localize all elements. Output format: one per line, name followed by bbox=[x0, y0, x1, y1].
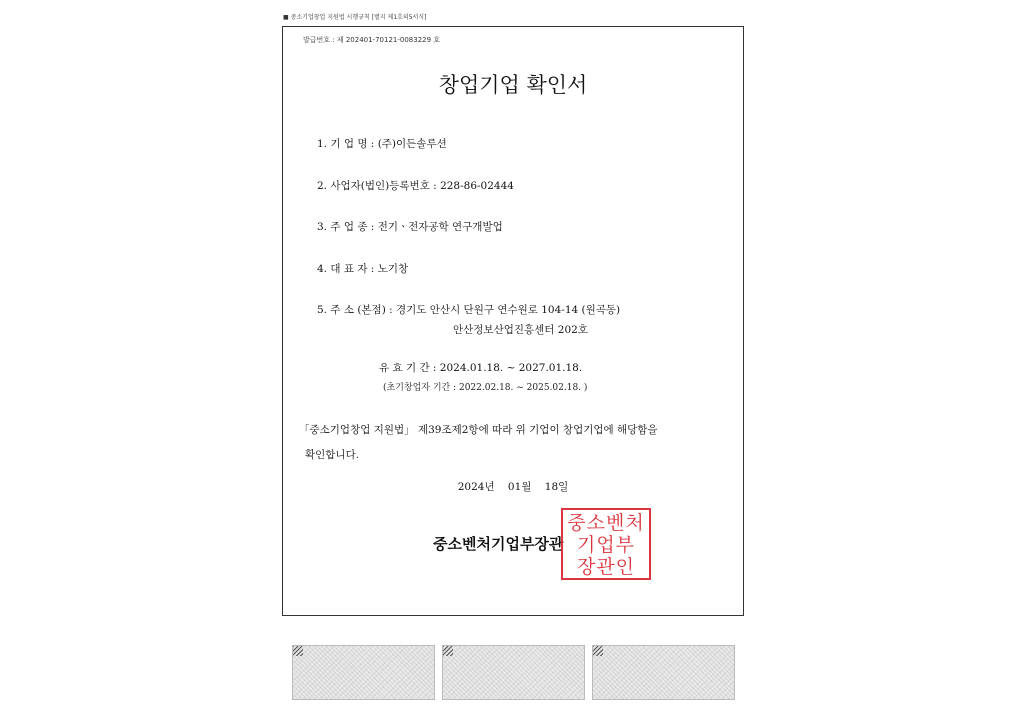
validity-period: 유 효 기 간 : 2024.01.18. ~ 2027.01.18. bbox=[379, 362, 583, 374]
statement-line: 확인합니다. bbox=[305, 449, 360, 461]
issuer-name: 중소벤처기업부장관 bbox=[433, 535, 564, 553]
issue-number: 발급번호 : 제 202401-70121-0083229 호 bbox=[303, 36, 441, 44]
field-address bbox=[317, 302, 620, 317]
field-label: 4. 대 표 자 : bbox=[317, 263, 375, 275]
field-representative bbox=[317, 261, 408, 276]
field-value: 전기ㆍ전자공학 연구개발업 bbox=[377, 221, 503, 233]
founding-period: (초기창업자 기간 : 2022.02.18. ~ 2025.02.18. ) bbox=[383, 383, 588, 393]
field-label: 5. 주 소 (본점) : bbox=[317, 304, 393, 316]
field-label: 2. 사업자(법인)등록번호 : bbox=[317, 180, 437, 192]
field-address-line2: 안산정보산업진흥센터 202호 bbox=[453, 324, 588, 336]
field-company-name bbox=[317, 136, 447, 151]
field-value: (주)이든솔루션 bbox=[377, 138, 447, 150]
certificate-document bbox=[282, 26, 744, 616]
statement-line: 「중소기업창업 지원법」 제39조제2항에 따라 위 기업이 창업기업에 해당함을 bbox=[299, 424, 658, 436]
field-main-industry bbox=[317, 219, 503, 234]
field-value: 228-86-02444 bbox=[440, 180, 514, 192]
thumbnail-2[interactable] bbox=[442, 645, 585, 700]
field-registration-number bbox=[317, 178, 514, 193]
thumbnail-1[interactable] bbox=[292, 645, 435, 700]
official-seal: 중소벤처 기업부 장관인 bbox=[561, 508, 651, 580]
document-title: 창업기업 확인서 bbox=[438, 73, 588, 97]
field-value: 경기도 안산시 단원구 연수원로 104-14 (원곡동) bbox=[396, 304, 621, 316]
page-thumbnails bbox=[0, 645, 1024, 700]
thumbnail-3[interactable] bbox=[592, 645, 735, 700]
issue-date: 2024년 01월 18일 bbox=[457, 481, 569, 493]
form-reference: ■ 중소기업창업 지원법 시행규칙 [별지 제1호의5서식] bbox=[283, 14, 427, 21]
field-label: 3. 주 업 종 : bbox=[317, 221, 375, 233]
field-label: 1. 기 업 명 : bbox=[317, 138, 375, 150]
confirmation-statement bbox=[299, 418, 739, 468]
field-value: 노기창 bbox=[377, 263, 409, 275]
